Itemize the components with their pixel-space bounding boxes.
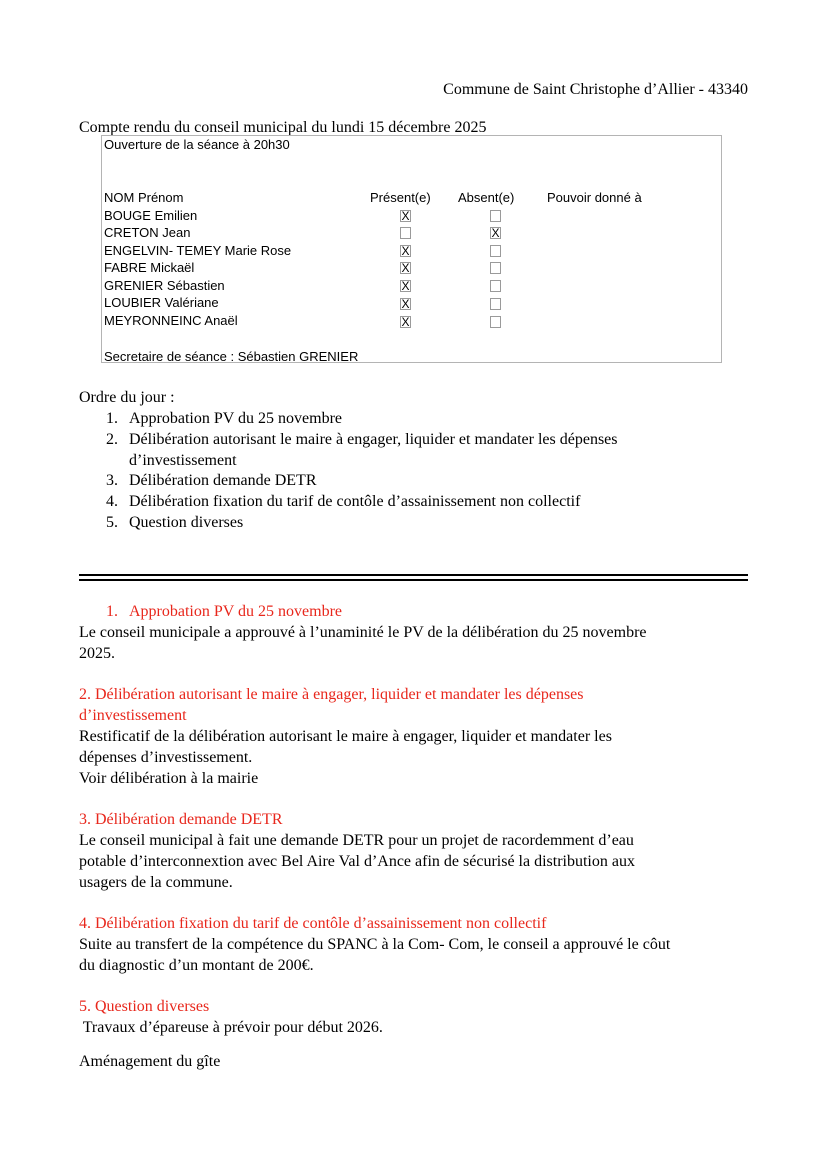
section-body-line: potable d’interconnextion avec Bel Aire Val d’Ance afin de sécurisé la distribution aux [79, 853, 635, 870]
agenda-item-number: 1. [106, 410, 118, 427]
document-title: Compte rendu du conseil municipal du lundi 15 décembre 2025 [79, 119, 487, 136]
section-body-line: Restificatif de la délibération autorisant le maire à engager, liquider et mandater les [79, 728, 612, 745]
agenda-item: Délibération fixation du tarif de contôle d’assainissement non collectif [129, 493, 581, 510]
absent-checkbox[interactable] [490, 316, 501, 328]
column-header-absent: Absent(e) [458, 190, 515, 205]
agenda-item-number: 4. [106, 493, 118, 510]
member-name: FABRE Mickaël [104, 260, 195, 275]
section-heading: 2. Délibération autorisant le maire à engager, liquider et mandater les dépenses [79, 686, 584, 703]
section-body-line: usagers de la commune. [79, 874, 233, 891]
session-opening: Ouverture de la séance à 20h30 [104, 137, 290, 152]
section-body-line: Le conseil municipale a approuvé à l’unaminité le PV de la délibération du 25 novembre [79, 624, 647, 641]
attendance-table [101, 135, 722, 363]
agenda-item-number: 2. [106, 431, 118, 448]
absent-checkbox[interactable] [490, 298, 501, 310]
absent-checkbox[interactable] [490, 210, 501, 222]
member-name: BOUGE Emilien [104, 208, 198, 223]
section-body-line: Voir délibération à la mairie [79, 770, 259, 787]
present-checkbox[interactable] [400, 227, 411, 239]
section-body-line: 2025. [79, 645, 115, 662]
present-checkbox[interactable]: X [401, 315, 410, 329]
section-heading: Approbation PV du 25 novembre [129, 603, 343, 620]
column-header-present: Présent(e) [370, 190, 431, 205]
footer-note: Aménagement du gîte [79, 1053, 221, 1070]
section-body-line: Travaux d’épareuse à prévoir pour début 2026. [79, 1019, 383, 1036]
agenda-item-continuation: d’investissement [129, 452, 237, 469]
section-heading-continuation: d’investissement [79, 707, 187, 724]
section-heading: 5. Question diverses [79, 998, 210, 1015]
present-checkbox[interactable]: X [401, 261, 410, 275]
session-secretary: Secretaire de séance : Sébastien GRENIER [104, 349, 359, 364]
section-body-line: du diagnostic d’un montant de 200€. [79, 957, 314, 974]
section-body-line: dépenses d’investissement. [79, 749, 253, 766]
column-header-name: NOM Prénom [104, 190, 184, 205]
column-header-proxy: Pouvoir donné à [547, 190, 642, 205]
present-checkbox[interactable]: X [401, 244, 410, 258]
member-name: GRENIER Sébastien [104, 278, 225, 293]
separator-rule [79, 579, 748, 581]
separator-rule [79, 574, 748, 576]
member-name: MEYRONNEINC Anaël [104, 313, 238, 328]
present-checkbox[interactable]: X [401, 209, 410, 223]
agenda-item: Approbation PV du 25 novembre [129, 410, 343, 427]
agenda-item: Délibération demande DETR [129, 472, 317, 489]
member-name: CRETON Jean [104, 225, 191, 240]
absent-checkbox[interactable] [490, 245, 501, 257]
commune-header: Commune de Saint Christophe d’Allier - 43340 [443, 81, 748, 98]
section-body-line: Le conseil municipal à fait une demande DETR pour un projet de racordemment d’eau [79, 832, 634, 849]
agenda-item: Délibération autorisant le maire à engager, liquider et mandater les dépenses [129, 431, 618, 448]
agenda-item-number: 3. [106, 472, 118, 489]
present-checkbox[interactable]: X [401, 279, 410, 293]
section-heading: 3. Délibération demande DETR [79, 811, 283, 828]
section-heading: 4. Délibération fixation du tarif de contôle d’assainissement non collectif [79, 915, 547, 932]
section-number: 1. [106, 603, 118, 620]
section-body-line: Suite au transfert de la compétence du SPANC à la Com- Com, le conseil a approuvé le côut [79, 936, 671, 953]
absent-checkbox[interactable] [490, 262, 501, 274]
absent-checkbox[interactable] [490, 280, 501, 292]
member-name: ENGELVIN- TEMEY Marie Rose [104, 243, 292, 258]
agenda-item: Question diverses [129, 514, 244, 531]
present-checkbox[interactable]: X [401, 297, 410, 311]
member-name: LOUBIER Valériane [104, 295, 219, 310]
absent-checkbox[interactable]: X [491, 226, 500, 240]
agenda-title: Ordre du jour : [79, 389, 175, 406]
agenda-item-number: 5. [106, 514, 118, 531]
